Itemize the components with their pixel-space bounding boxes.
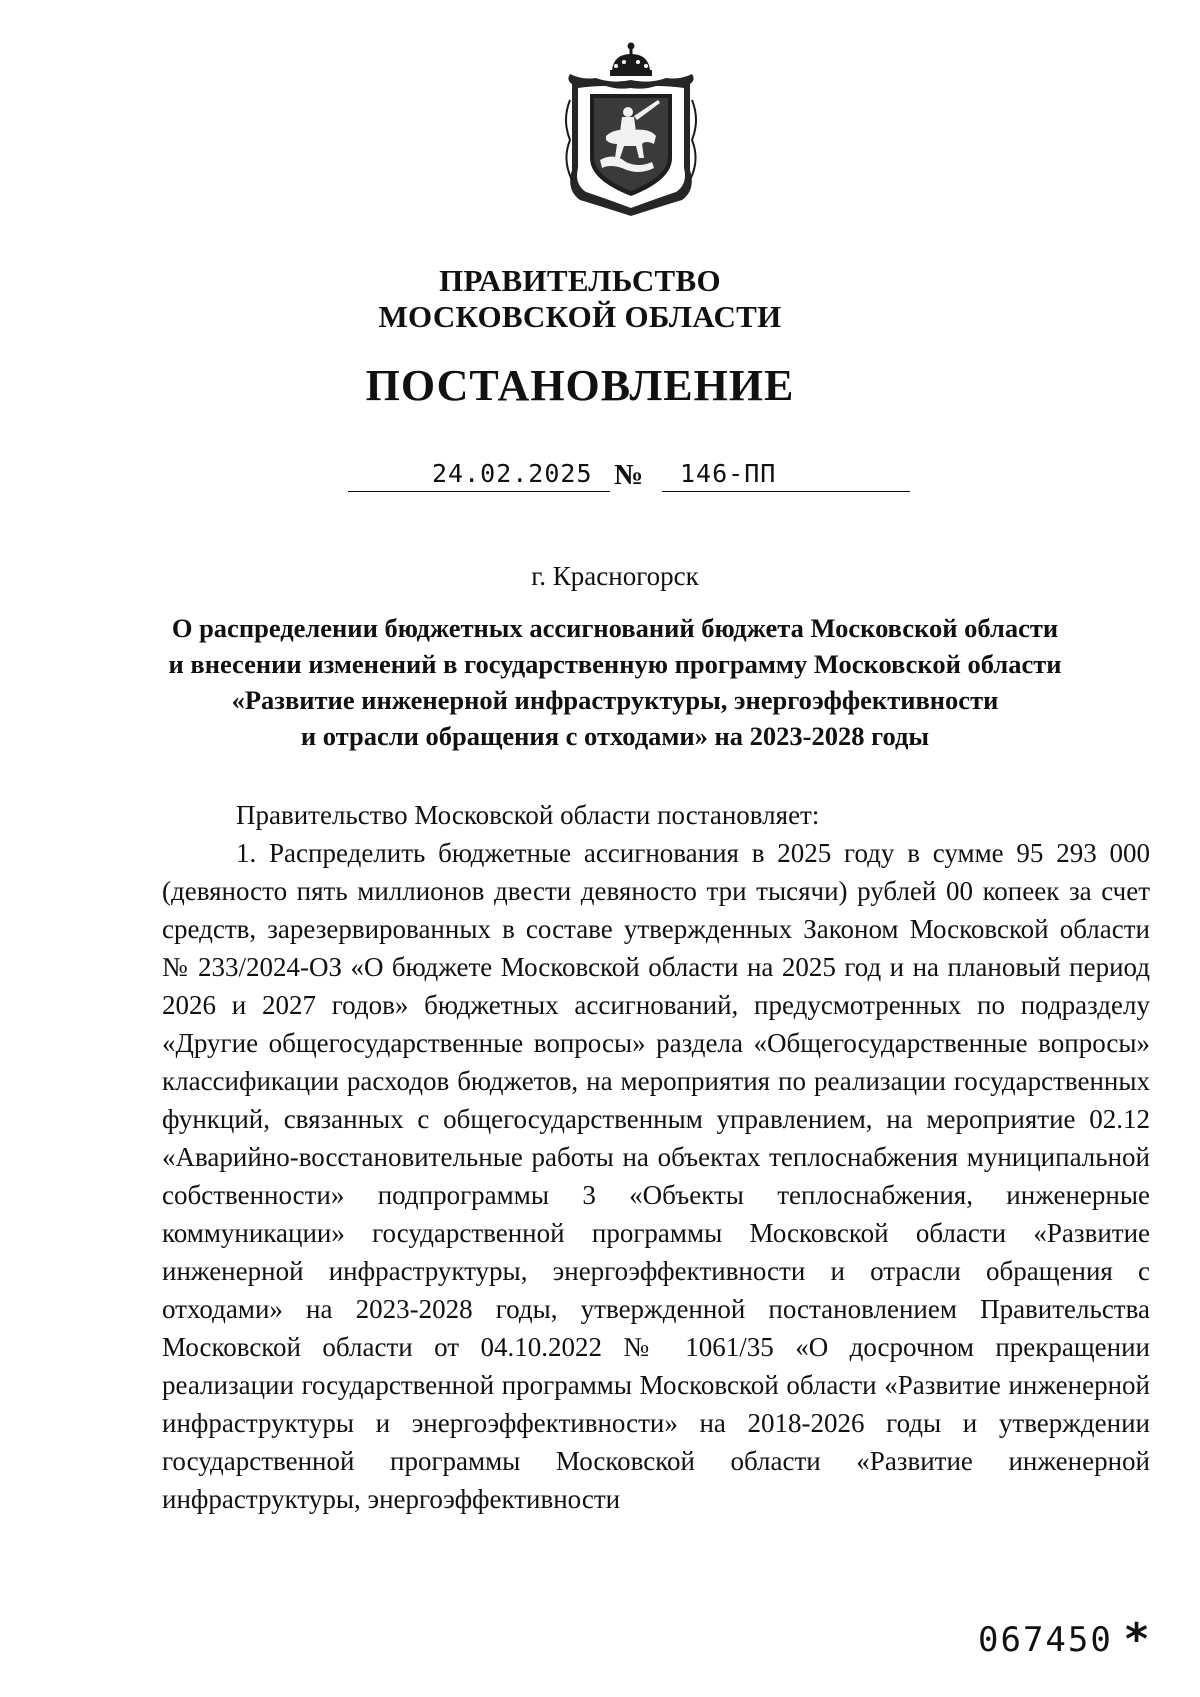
document-date: 24.02.2025	[432, 459, 593, 488]
document-type-title: ПОСТАНОВЛЕНИЕ	[365, 361, 795, 410]
document-subject	[0, 610, 1200, 754]
subject-line: О распределении бюджетных ассигнований бюджета Московской области	[171, 613, 1059, 643]
registry-stamp-mark: *	[1125, 1614, 1149, 1665]
government-name-line1: ПРАВИТЕЛЬСТВО	[439, 263, 721, 298]
number-sign: №	[614, 459, 644, 491]
subject-line: и внесении изменений в государственную программу Московской области	[168, 649, 1062, 679]
document-number: 146-ПП	[680, 459, 777, 488]
coat-of-arms-icon	[562, 40, 700, 218]
body-intro: Правительство Московской области постановляет:	[236, 800, 820, 830]
city-of-issue: г. Красногорск	[531, 561, 699, 591]
government-name-line2: МОСКОВСКОЙ ОБЛАСТИ	[378, 299, 782, 334]
subject-line: и отрасли обращения с отходами» на 2023-2028 годы	[300, 721, 930, 751]
document-body	[162, 796, 1150, 1518]
subject-line: «Развитие инженерной инфраструктуры, энергоэффективности	[231, 685, 999, 715]
registry-stamp-number: 067450	[978, 1620, 1113, 1660]
body-paragraph-1: 1. Распределить бюджетные ассигнования в 2025 году в сумме 95 293 000 (девяносто пять миллионов двести девяносто три тысячи) рублей 00 копеек за счет средств, зарезервированных в составе утвержденных Законом Московской области № 233/2024-ОЗ «О бюджете Московской области на 2025 год и на плановый период 2026 и 2027 годов» бюджетных ассигнований, предусмотренных по подразделу «Другие общегосударственные вопросы» раздела «Общегосударственные вопросы» классификации расходов бюджетов, на мероприятия по реализации государственных функций, связанных с общегосударственным управлением, на мероприятие 02.12 «Аварийно-восстановительные работы на объектах теплоснабжения муниципальной собственности» подпрограммы 3 «Объекты теплоснабжения, инженерные коммуникации» государственной программы Московской области «Развитие инженерной инфраструктуры, энергоэффективности и отрасли обращения с отходами» на 2023-2028 годы, утвержденной постановлением Правительства Московской области от 04.10.2022 № 1061/35 «О досрочном прекращении реализации государственной программы Московской области «Развитие инженерной инфраструктуры и энергоэффективности» на 2018-2026 годы и утверждении государственной программы Московской области «Развитие инженерной инфраструктуры, энергоэффективности	[162, 838, 1150, 1514]
registration-row	[0, 455, 1200, 495]
